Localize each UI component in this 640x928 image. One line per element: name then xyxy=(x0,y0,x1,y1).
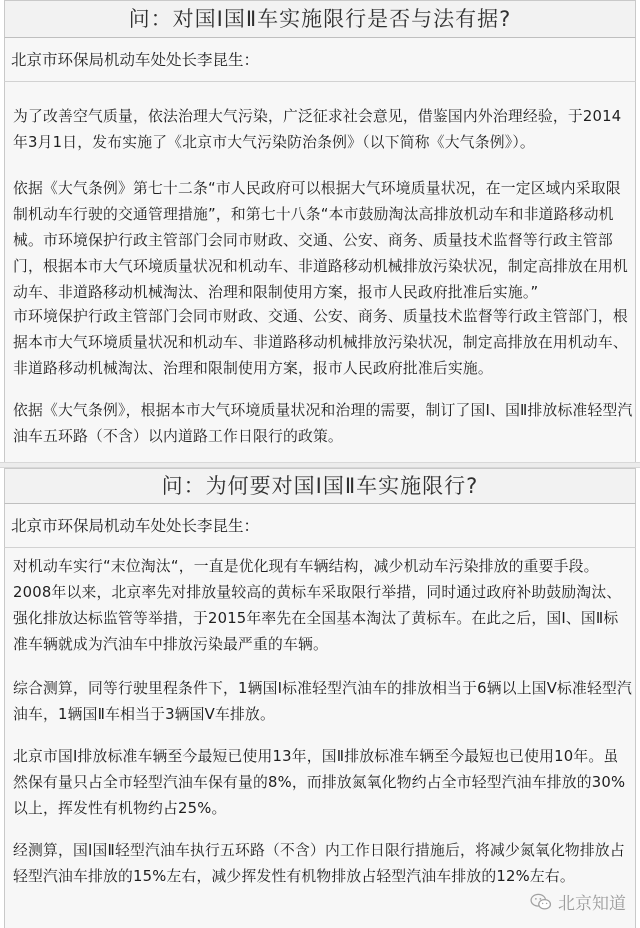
question-heading: 问：对国Ⅰ国Ⅱ车实施限行是否与法有据? xyxy=(4,0,636,38)
answer-paragraph: 北京市国Ⅰ排放标准车辆至今最短已使用13年，国Ⅱ排放标准车辆至今最短也已使用10年。虽然保有量只占全市轻型汽油车保有量的8%，而排放氮氧化物约占全市轻型汽油车排放的30%以上，挥发性有机物约占25%。 xyxy=(13,748,626,817)
speaker-label: 北京市环保局机动车处处长李昆生： xyxy=(4,38,636,82)
watermark xyxy=(530,889,626,914)
answer-paragraph: 综合测算，同等行驶里程条件下，1辆国Ⅰ标准轻型汽油车的排放相当于6辆以上国Ⅴ标准轻型汽油车，1辆国Ⅱ车相当于3辆国Ⅴ车排放。 xyxy=(13,680,632,723)
answer-body xyxy=(4,548,636,928)
answer-paragraph: 对机动车实行“末位淘汰“，一直是优化现有车辆结构，减少机动车污染排放的重要手段。2008年以来，北京率先对排放量较高的黄标车采取限行举措，同时通过政府补助鼓励淘汰、强化排放达标监管等举措，于2015年率先在全国基本淘汰了黄标车。在此之后，国Ⅰ、国Ⅱ标准车辆就成为汽油车中排放污染最严重的车辆。 xyxy=(13,558,622,653)
answer-paragraph: 依据《大气条例》，根据本市大气环境质量状况和治理的需要，制订了国Ⅰ、国Ⅱ排放标准轻型汽油车五环路（不含）以内道路工作日限行的政策。 xyxy=(13,402,633,445)
wechat-icon xyxy=(530,893,552,911)
answer-paragraph: 经测算，国Ⅰ国Ⅱ轻型汽油车执行五环路（不含）内工作日限行措施后，将减少氮氧化物排放占轻型汽油车排放的15%左右，减少挥发性有机物排放占轻型汽油车排放的12%左右。 xyxy=(13,842,625,885)
qa-section-reason xyxy=(0,468,640,928)
question-heading: 问：为何要对国Ⅰ国Ⅱ车实施限行? xyxy=(4,468,636,504)
answer-paragraph: 为了改善空气质量，依法治理大气污染，广泛征求社会意见，借鉴国内外治理经验，于2014年3月1日，发布实施了《北京市大气污染防治条例》（以下简称《大气条例》）。 xyxy=(13,108,622,151)
watermark-text: 北京知道 xyxy=(558,894,626,914)
speaker-label: 北京市环保局机动车处处长李昆生： xyxy=(4,504,636,548)
answer-paragraph: 市环境保护行政主管部门会同市财政、交通、公安、商务、质量技术监督等行政主管部门，根据本市大气环境质量状况和机动车、非道路移动机械排放污染状况，制定高排放在用机动车、非道路移动机械淘汰、治理和限制使用方案，报市人民政府批准后实施。 xyxy=(13,308,628,377)
answer-paragraph: 依据《大气条例》第七十二条“市人民政府可以根据大气环境质量状况，在一定区域内采取限制机动车行驶的交通管理措施”，和第七十八条“本市鼓励淘汰高排放机动车和非道路移动机械。市环境保护行政主管部门会同市财政、交通、公安、商务、质量技术监督等行政主管部门，根据本市大气环境质量状况和机动车、非道路移动机械排放污染状况，制定高排放在用机动车、非道路移动机械淘汰、治理和限制使用方案，报市人民政府批准后实施。” xyxy=(13,180,628,301)
qa-section-legal-basis xyxy=(0,0,640,462)
answer-body xyxy=(4,82,636,462)
